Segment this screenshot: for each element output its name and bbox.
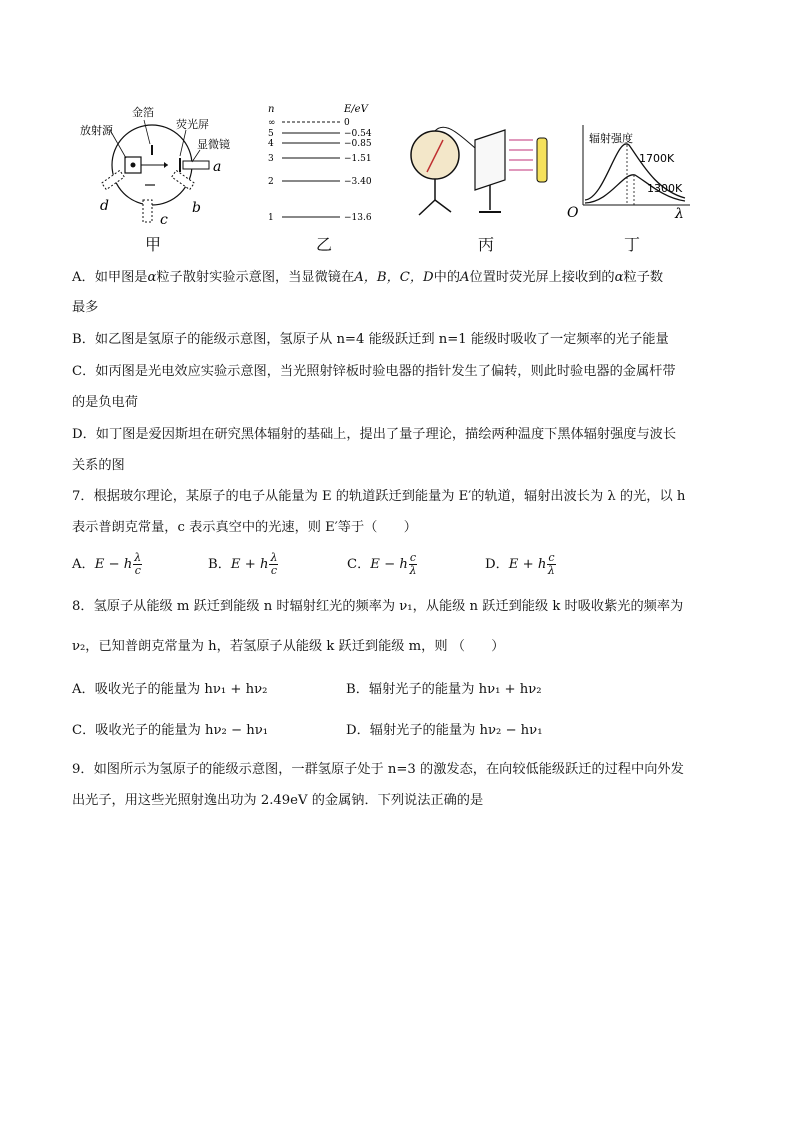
option-7-b: B．E + h $\frac{\lambda}{c}$ [208, 551, 278, 577]
energy-level-n: 3 [268, 154, 274, 164]
label-a: a [213, 159, 222, 175]
option-6a-line2: 最多 [72, 300, 99, 315]
label-screen: 荧光屏 [176, 118, 209, 131]
energy-level-e: −13.6 [344, 213, 372, 223]
energy-level-n: ∞ [268, 118, 276, 128]
ding-xlabel: λ [675, 206, 684, 222]
yi-n-header: n [268, 104, 275, 115]
caption-ding: 丁 [624, 235, 641, 254]
caption-jia: 甲 [145, 235, 162, 254]
question-9-line2: 出光子，用这些光照射逸出功为 2.49eV 的金属钠．下列说法正确的是 [72, 793, 484, 808]
question-8-line1: 8．氢原子从能级 m 跃迁到能级 n 时辐射红光的频率为 ν₁，从能级 n 跃迁到能级 k 时吸收紫光的频率为 [72, 599, 684, 614]
fraction: $\frac{c}{\lambda}$ [409, 551, 417, 577]
option-6d-line1: D．如丁图是爱因斯坦在研究黑体辐射的基础上，提出了量子理论，描绘两种温度下黑体辐射强度与波长 [72, 427, 677, 442]
fraction: $\frac{\lambda}{c}$ [134, 551, 142, 577]
figure-ding [565, 100, 700, 225]
option-8d: D．辐射光子的能量为 hν₂ − hν₁ [346, 723, 543, 738]
figure-jia [80, 100, 240, 225]
energy-level-e: −0.54 [344, 129, 372, 139]
option-7-a: A．E − h $\frac{\lambda}{c}$ [72, 551, 142, 577]
ding-origin: O [567, 205, 579, 221]
option-7-c: C．E − h $\frac{c}{\lambda}$ [347, 551, 417, 577]
question-9-line1: 9．如图所示为氢原子的能级示意图，一群氢原子处于 n=3 的激发态，在向较低能级跃迁的过程中向外发 [72, 762, 684, 777]
fraction: $\frac{\lambda}{c}$ [270, 551, 278, 577]
option-6d-line2: 关系的图 [72, 458, 125, 473]
option-8b: B．辐射光子的能量为 hν₁ + hν₂ [346, 682, 542, 697]
option-6b: B．如乙图是氢原子的能级示意图，氢原子从 n=4 能级跃迁到 n=1 能级时吸收了一定频率的光子能量 [72, 332, 669, 347]
energy-level-n: 5 [268, 129, 274, 139]
caption-yi: 乙 [316, 235, 333, 254]
label-source: 放射源 [80, 124, 113, 137]
caption-bing: 丙 [478, 235, 495, 254]
energy-level-e: −0.85 [344, 139, 372, 149]
figure-yi [262, 100, 392, 230]
ding-t-low: 1300K [647, 182, 683, 195]
energy-level-e: −3.40 [344, 177, 372, 187]
energy-level-n: 2 [268, 177, 274, 187]
option-7-d: D．E + h $\frac{c}{\lambda}$ [485, 551, 555, 577]
label-foil: 金箔 [132, 106, 154, 119]
ding-t-high: 1700K [639, 152, 675, 165]
question-8-line2: ν₂，已知普朗克常量为 h，若氢原子从能级 k 跃迁到能级 m，则 （ ） [72, 639, 505, 654]
label-c: c [160, 212, 168, 225]
label-microscope: 显微镜 [197, 138, 230, 151]
option-6a-line1: A．如甲图是α粒子散射实验示意图，当显微镜在A，B，C，D中的A位置时荧光屏上接收到的α粒子数 [72, 270, 664, 285]
question-7-line1: 7．根据玻尔理论，某原子的电子从能量为 E 的轨道跃迁到能量为 E′的轨道，辐射出波长为 λ 的光，以 h [72, 489, 686, 504]
energy-level-n: 1 [268, 213, 274, 223]
fraction: $\frac{c}{\lambda}$ [547, 551, 555, 577]
option-8c: C．吸收光子的能量为 hν₂ − hν₁ [72, 723, 268, 738]
label-b: b [192, 200, 201, 216]
energy-level-e: 0 [344, 118, 350, 128]
figure-bing [405, 100, 555, 225]
energy-level-e: −1.51 [344, 154, 372, 164]
ding-ylabel: 辐射强度 [589, 132, 633, 145]
question-7-line2: 表示普朗克常量，c 表示真空中的光速，则 E′等于（ ） [72, 520, 417, 535]
option-6c-line1: C．如丙图是光电效应实验示意图，当光照射锌板时验电器的指针发生了偏转，则此时验电器的金属杆带 [72, 364, 676, 379]
option-8a: A．吸收光子的能量为 hν₁ + hν₂ [72, 682, 268, 697]
yi-e-header: E/eV [344, 104, 368, 115]
label-d: d [100, 198, 109, 214]
option-6c-line2: 的是负电荷 [72, 395, 138, 410]
energy-level-n: 4 [268, 139, 274, 149]
